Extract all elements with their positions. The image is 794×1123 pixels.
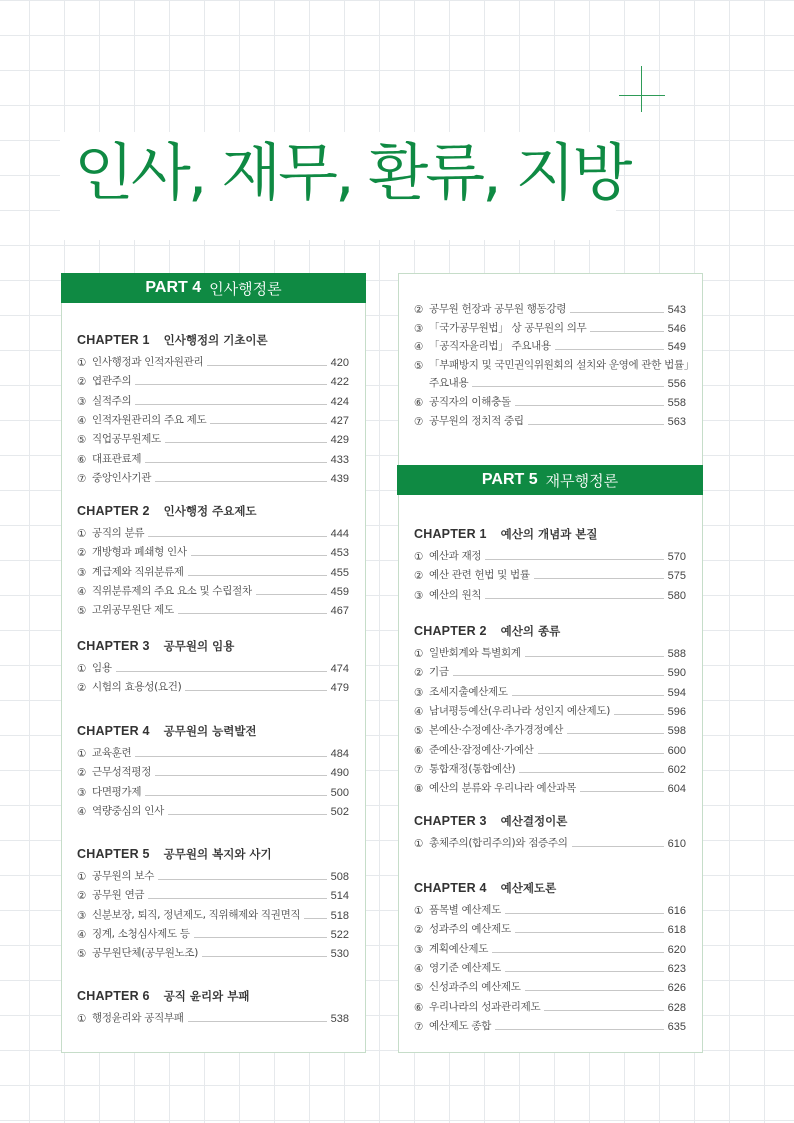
leader-line: [572, 846, 664, 847]
page-number: 616: [667, 905, 686, 917]
leader-line: [453, 675, 664, 676]
leader-line: [194, 937, 327, 938]
toc-entry[interactable]: [414, 1016, 686, 1033]
chapter-title: 인사행정 주요제도: [163, 504, 257, 518]
page-number: 575: [667, 570, 686, 583]
entry-number: ⑤: [77, 948, 87, 961]
entry-number: ④: [414, 705, 424, 718]
entry-label: 시험의 효용성(요건): [92, 681, 182, 694]
entry-number: ③: [77, 395, 87, 408]
entry-number: ⑦: [414, 415, 424, 428]
page-number: 518: [330, 909, 349, 922]
toc-entry[interactable]: [414, 701, 686, 718]
chapter-title: 인사행정의 기초이론: [163, 333, 268, 347]
page-number: 538: [330, 1013, 349, 1025]
crosshair-mark: [619, 66, 665, 112]
entry-label: 개방형과 폐쇄형 인사: [92, 546, 187, 559]
toc-entry[interactable]: [414, 662, 686, 679]
page-number: 422: [330, 376, 349, 389]
toc-entry[interactable]: [77, 371, 349, 388]
leader-line: [116, 671, 327, 672]
leader-line: [178, 613, 327, 614]
entry-number: ②: [77, 767, 87, 780]
leader-line: [515, 932, 664, 933]
entry-number: ④: [414, 962, 424, 975]
entry-number: ④: [77, 585, 87, 598]
page-number: 570: [667, 551, 686, 563]
leader-line: [495, 1029, 664, 1030]
entry-label: 본예산·수정예산·추가경정예산: [429, 724, 564, 737]
part4-header: [61, 273, 366, 303]
toc-entry[interactable]: [77, 782, 349, 799]
chapter-number: CHAPTER 6: [77, 989, 150, 1003]
entry-label: 계급제와 직위분류제: [92, 565, 184, 578]
page-title: 인사, 재무, 환류, 지방: [74, 136, 630, 209]
leader-line: [580, 791, 664, 792]
entry-label: 임용: [92, 662, 112, 674]
entry-label: 예산의 분류와 우리나라 예산과목: [429, 782, 576, 795]
entry-number: ②: [77, 376, 87, 389]
entry-number: ⑥: [414, 1001, 424, 1014]
entry-label: 다면평가제: [92, 785, 142, 798]
leader-line: [135, 404, 326, 405]
page-number: 453: [330, 547, 349, 560]
chapter-number: CHAPTER 2: [77, 504, 150, 518]
entry-number: ③: [414, 686, 424, 699]
leader-line: [135, 384, 326, 385]
chapter-heading: [414, 526, 598, 542]
chapter-heading: [414, 813, 567, 829]
entry-label: 준예산·잠정예산·가예산: [429, 743, 534, 756]
chapter-heading: [77, 503, 257, 519]
toc-entry[interactable]: [77, 523, 349, 540]
toc-entry[interactable]: [77, 801, 349, 818]
chapter-number: CHAPTER 1: [77, 333, 150, 347]
page-number: 588: [667, 648, 686, 660]
chapter-number: CHAPTER 2: [414, 624, 487, 638]
entry-label: 공무원단체(공무원노조): [92, 947, 199, 960]
page-number: 455: [330, 566, 349, 579]
entry-number: ①: [77, 871, 87, 883]
toc-entry[interactable]: [414, 778, 686, 795]
entry-label: 공무원의 정치적 중립: [429, 414, 524, 427]
toc-entry[interactable]: [414, 336, 686, 353]
leader-line: [145, 795, 326, 796]
entry-number: ⑦: [414, 1020, 424, 1033]
entry-number: ⑥: [414, 397, 424, 409]
entry-number: ⑦: [77, 472, 87, 485]
entry-label: 「국가공무원법」 상 공무원의 의무: [429, 321, 587, 334]
chapter-number: CHAPTER 1: [414, 527, 487, 541]
leader-line: [135, 756, 326, 757]
toc-entry[interactable]: [414, 355, 695, 372]
page-number: 500: [330, 786, 349, 799]
toc-entry[interactable]: [77, 743, 349, 760]
page-number: 626: [667, 982, 686, 995]
leader-line: [485, 598, 663, 599]
entry-number: ⑤: [77, 605, 87, 618]
entry-number: ③: [414, 943, 424, 956]
leader-line: [148, 898, 326, 899]
page-number: 424: [330, 395, 349, 408]
page-number: 502: [330, 805, 349, 818]
leader-line: [525, 990, 664, 991]
entry-number: ④: [77, 414, 87, 427]
entry-label: 실적주의: [92, 394, 132, 407]
page-number: 530: [330, 948, 349, 961]
entry-number: ②: [77, 547, 87, 560]
leader-line: [191, 555, 327, 556]
toc-entry[interactable]: [77, 542, 349, 559]
entry-label: 공무원 연금: [92, 889, 145, 902]
entry-label: 예산제도 종합: [429, 1019, 492, 1032]
chapter-number: CHAPTER 4: [414, 881, 487, 895]
chapter-title: 공무원의 임용: [163, 639, 235, 653]
toc-entry[interactable]: [414, 585, 686, 602]
toc-entry[interactable]: [414, 682, 686, 699]
entry-label: 직업공무원제도: [92, 433, 161, 446]
entry-number: ①: [77, 528, 87, 540]
entry-label: 공직의 분류: [92, 527, 145, 539]
leader-line: [515, 405, 664, 406]
entry-label: 공무원의 보수: [92, 870, 155, 882]
entry-number: ⑤: [414, 359, 424, 372]
entry-label: 교육훈련: [92, 747, 132, 759]
entry-number: ①: [77, 357, 87, 369]
leader-line: [485, 559, 663, 560]
entry-label: 신분보장, 퇴직, 정년제도, 직위해제와 직권면직: [92, 908, 301, 921]
entry-number: ①: [77, 1013, 87, 1025]
page-number: 522: [330, 928, 349, 941]
entry-label: 계획예산제도: [429, 942, 489, 955]
entry-label: 남녀평등예산(우리나라 성인지 예산제도): [429, 704, 610, 717]
entry-label: 우리나라의 성과관리제도: [429, 1000, 541, 1013]
page-number: 474: [330, 663, 349, 675]
leader-line: [145, 462, 326, 463]
page-number: 546: [667, 322, 686, 335]
entry-number: ⑥: [414, 744, 424, 757]
entry-label: 공무원 헌장과 공무원 행동강령: [429, 303, 567, 315]
entry-number: ②: [77, 682, 87, 695]
leader-line: [519, 772, 663, 773]
leader-line: [534, 578, 664, 579]
entry-number: ⑧: [414, 783, 424, 796]
entry-number: ①: [77, 663, 87, 675]
toc-entry[interactable]: [414, 740, 686, 757]
entry-number: ②: [414, 924, 424, 937]
toc-entry[interactable]: [414, 958, 686, 975]
page-number: 602: [667, 763, 686, 776]
page-number: 479: [330, 682, 349, 695]
leader-line: [538, 753, 664, 754]
leader-line: [256, 594, 327, 595]
part4-number: PART 4: [145, 279, 202, 296]
leader-line: [590, 331, 663, 332]
page-number: 635: [667, 1020, 686, 1033]
page-number: 484: [330, 748, 349, 760]
entry-label: 고위공무원단 제도: [92, 604, 174, 617]
leader-line: [567, 733, 664, 734]
entry-label: 「부패방지 및 국민권익위원회의 설치와 운영에 관한 법률」: [429, 358, 695, 371]
page-number: 420: [330, 357, 349, 369]
toc-entry[interactable]: [77, 562, 349, 579]
entry-label: 인적자원관리의 주요 제도: [92, 413, 207, 426]
chapter-heading: [414, 623, 560, 639]
entry-number: ③: [77, 786, 87, 799]
entry-number: ①: [77, 748, 87, 760]
chapter-title: 예산의 개념과 본질: [500, 527, 598, 541]
toc-entry[interactable]: [414, 939, 686, 956]
leader-line: [512, 695, 664, 696]
entry-number: ⑤: [414, 982, 424, 995]
toc-entry[interactable]: [414, 411, 686, 428]
page-number: 600: [667, 744, 686, 757]
leader-line: [528, 424, 664, 425]
page-number: 594: [667, 686, 686, 699]
leader-line: [207, 365, 326, 366]
chapter-heading: [77, 846, 272, 862]
page-number: 433: [330, 453, 349, 466]
part5-number: PART 5: [481, 471, 538, 488]
entry-number: ②: [414, 304, 424, 316]
chapter-title: 공무원의 능력발전: [163, 724, 257, 738]
page-number: 596: [667, 705, 686, 718]
page-number: 590: [667, 667, 686, 680]
toc-entry[interactable]: [77, 600, 349, 617]
leader-line: [158, 879, 327, 880]
chapter-number: CHAPTER 3: [414, 814, 487, 828]
entry-label: 「공직자윤리법」 주요내용: [429, 340, 551, 353]
leader-line: [148, 536, 326, 537]
leader-line: [188, 1021, 327, 1022]
page-number: 467: [330, 605, 349, 618]
toc-entry[interactable]: [414, 565, 686, 582]
leader-line: [202, 956, 327, 957]
toc-entry[interactable]: [77, 581, 349, 598]
leader-line: [165, 442, 327, 443]
toc-entry[interactable]: [77, 1008, 349, 1025]
entry-number: ④: [77, 805, 87, 818]
page-number: 429: [330, 434, 349, 447]
entry-label: 품목별 예산제도: [429, 904, 501, 916]
page-number: 427: [330, 414, 349, 427]
toc-entry[interactable]: [77, 391, 349, 408]
entry-number: ②: [77, 890, 87, 903]
chapter-title: 공직 윤리와 부패: [163, 989, 250, 1003]
entry-label: 중앙인사기관: [92, 471, 152, 484]
chapter-heading: [414, 880, 556, 896]
leader-line: [304, 918, 326, 919]
entry-number: ①: [414, 838, 424, 850]
entry-number: ⑤: [414, 725, 424, 738]
page-number: 620: [667, 943, 686, 956]
entry-number: ③: [414, 322, 424, 335]
chapter-title: 예산제도론: [500, 881, 557, 895]
entry-number: ①: [414, 648, 424, 660]
entry-number: ③: [77, 909, 87, 922]
entry-number: ①: [414, 551, 424, 563]
page-number: 598: [667, 725, 686, 738]
page-number: 514: [330, 890, 349, 903]
leader-line: [492, 952, 664, 953]
toc-entry[interactable]: [414, 997, 686, 1014]
page-number: 490: [330, 767, 349, 780]
entry-label: 인사행정과 인적자원관리: [92, 356, 204, 368]
page-number: 508: [330, 871, 349, 883]
toc-entry[interactable]: [77, 866, 349, 883]
entry-number: ⑦: [414, 763, 424, 776]
toc-entry[interactable]: [414, 392, 686, 409]
toc-entry[interactable]: [414, 919, 686, 936]
leader-line: [210, 423, 326, 424]
chapter-heading: [77, 988, 249, 1004]
page-number: 604: [667, 783, 686, 796]
entry-label: 예산의 원칙: [429, 588, 482, 601]
toc-entry[interactable]: [77, 943, 349, 960]
leader-line: [505, 913, 664, 914]
entry-number: ②: [414, 667, 424, 680]
chapter-number: CHAPTER 5: [77, 847, 150, 861]
leader-line: [505, 971, 664, 972]
toc-entry[interactable]: [414, 759, 686, 776]
toc-entry[interactable]: [414, 318, 686, 335]
page-number: 580: [667, 589, 686, 602]
toc-entry[interactable]: [414, 643, 686, 660]
chapter-number: CHAPTER 3: [77, 639, 150, 653]
page-number: 623: [667, 962, 686, 975]
page-number: 543: [667, 304, 686, 316]
entry-label: 행정윤리와 공직부패: [92, 1012, 184, 1024]
entry-number: ⑤: [77, 434, 87, 447]
entry-label: 총체주의(합리주의)와 점증주의: [429, 837, 568, 849]
entry-label: 조세지출예산제도: [429, 685, 508, 698]
page-number: 444: [330, 528, 349, 540]
page-number: 558: [667, 397, 686, 409]
entry-label: 영기준 예산제도: [429, 961, 501, 974]
toc-entry[interactable]: [414, 977, 686, 994]
entry-label: 대표관료제: [92, 452, 142, 465]
toc-entry[interactable]: [414, 900, 686, 917]
toc-entry[interactable]: [414, 720, 686, 737]
toc-entry[interactable]: [77, 885, 349, 902]
toc-entry[interactable]: [77, 468, 349, 485]
page-number: 439: [330, 472, 349, 485]
entry-label: 역량중심의 인사: [92, 804, 164, 817]
entry-label: 신성과주의 예산제도: [429, 981, 521, 994]
toc-entry[interactable]: [77, 924, 349, 941]
toc-entry[interactable]: [414, 546, 686, 563]
leader-line: [155, 775, 327, 776]
entry-number: ④: [414, 341, 424, 354]
entry-label: 예산과 재정: [429, 550, 482, 562]
toc-entry[interactable]: [77, 429, 349, 446]
toc-entry[interactable]: [77, 410, 349, 427]
leader-line: [555, 349, 664, 350]
page-number: 628: [667, 1001, 686, 1014]
entry-label: 직위분류제의 주요 요소 및 수립절차: [92, 584, 252, 597]
leader-line: [188, 575, 327, 576]
entry-number: ③: [414, 589, 424, 602]
entry-label: 공직자의 이해충돌: [429, 396, 511, 408]
chapter-title: 예산결정이론: [500, 814, 568, 828]
entry-label: 기금: [429, 666, 449, 679]
chapter-heading: [77, 723, 257, 739]
toc-entry[interactable]: [414, 299, 686, 316]
chapter-heading: [77, 638, 234, 654]
entry-label: 징계, 소청심사제도 등: [92, 927, 190, 940]
leader-line: [472, 386, 663, 387]
entry-label: 성과주의 예산제도: [429, 923, 511, 936]
entry-number: ④: [77, 928, 87, 941]
leader-line: [525, 656, 664, 657]
page-number: 459: [330, 585, 349, 598]
chapter-title: 예산의 종류: [500, 624, 561, 638]
toc-entry[interactable]: [414, 373, 686, 390]
page-number: 549: [667, 341, 686, 354]
chapter-heading: [77, 332, 268, 348]
toc-entry[interactable]: [77, 762, 349, 779]
toc-entry[interactable]: [77, 449, 349, 466]
entry-label: 근무성적평정: [92, 766, 152, 779]
entry-label: 일반회계와 특별회계: [429, 647, 521, 659]
entry-number: ②: [414, 570, 424, 583]
toc-entry[interactable]: [77, 905, 349, 922]
entry-label: 예산 관련 헌법 및 법률: [429, 569, 530, 582]
leader-line: [614, 714, 664, 715]
part5-title: 재무행정론: [545, 471, 619, 490]
page-number: 618: [667, 924, 686, 937]
leader-line: [155, 481, 327, 482]
entry-label: 엽관주의: [92, 375, 132, 388]
entry-label: 통합재정(통합예산): [429, 762, 516, 775]
leader-line: [570, 312, 664, 313]
page-number: 556: [667, 378, 686, 391]
toc-entry[interactable]: [77, 677, 349, 694]
part5-header: [397, 465, 703, 495]
toc-entry[interactable]: [414, 833, 686, 850]
part4-title: 인사행정론: [209, 279, 282, 298]
entry-label: 주요내용: [429, 377, 469, 390]
toc-entry[interactable]: [77, 352, 349, 369]
leader-line: [185, 690, 326, 691]
chapter-number: CHAPTER 4: [77, 724, 150, 738]
leader-line: [544, 1010, 663, 1011]
leader-line: [168, 814, 327, 815]
entry-number: ①: [414, 905, 424, 917]
chapter-title: 공무원의 복지와 사기: [163, 847, 272, 861]
entry-number: ⑥: [77, 453, 87, 466]
page-number: 610: [667, 838, 686, 850]
toc-entry[interactable]: [77, 658, 349, 675]
page-number: 563: [667, 415, 686, 428]
entry-number: ③: [77, 566, 87, 579]
